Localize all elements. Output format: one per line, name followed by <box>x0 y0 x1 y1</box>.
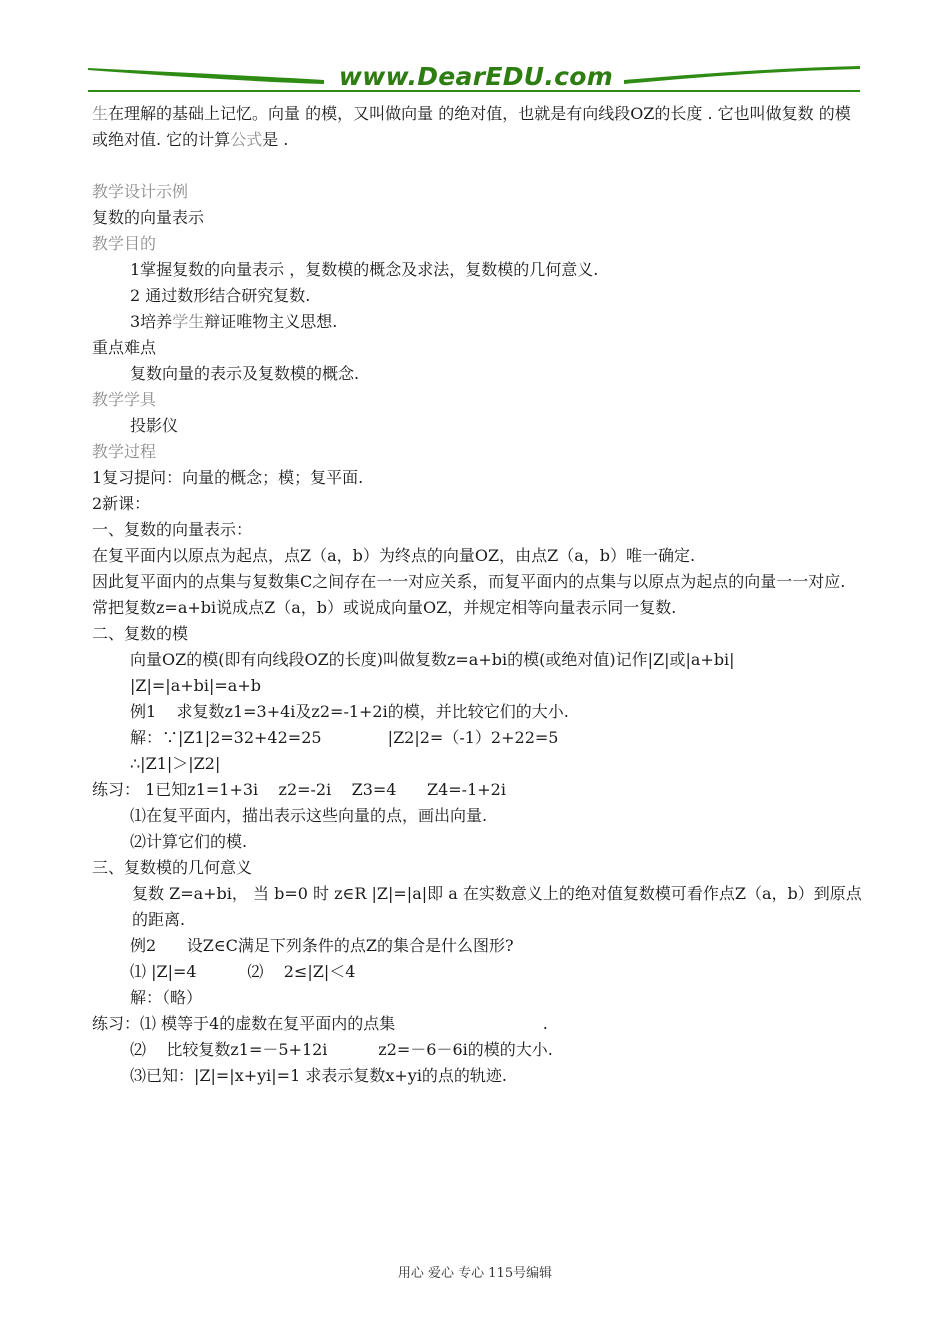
process-new: 2新课： <box>92 494 151 513</box>
goal-item-1: 1掌握复数的向量表示 ，复数模的概念及求法，复数模的几何意义. <box>130 260 599 279</box>
intro-text: 在理解的基础上记忆。向量 的模，又叫做向量 的绝对值，也就是有向线段OZ的长度 . 它也叫做复数 的模或绝对值. 它的计算 <box>92 104 851 149</box>
process-review: 1复习提问：向量的概念；模；复平面. <box>92 468 364 487</box>
goal-item-3: 3培养学生辩证唯物主义思想. <box>130 312 338 331</box>
part1-title: 一、复数的向量表示： <box>92 520 253 539</box>
main-content <box>92 101 864 1089</box>
part2-title: 二、复数的模 <box>92 624 189 643</box>
example-1-solution: 解：∵|Z1|2=32+42=25 |Z2|2=（-1）2+22=5 <box>130 728 559 747</box>
example-2-items: ⑴ |Z|=4 ⑵ 2≤|Z|＜4 <box>130 962 356 981</box>
lesson-title: 复数的向量表示 <box>92 208 205 227</box>
part2-p1: 向量OZ的模(即有向线段OZ的长度)叫做复数z=a+bi的模(或绝对值)记作|Z|或|a+bi| <box>130 650 735 669</box>
goals-heading: 教学目的 <box>92 234 157 253</box>
goal-item-2: 2 通过数形结合研究复数. <box>130 286 311 305</box>
page-footer: 用心 爱心 专心 115号编辑 <box>397 1266 553 1281</box>
tools-heading: 教学学具 <box>92 390 157 409</box>
tools-text: 投影仪 <box>130 416 179 435</box>
intro-paragraph <box>92 101 864 153</box>
process-heading: 教学过程 <box>92 442 157 461</box>
practice-1-b: ⑵计算它们的模. <box>130 832 248 851</box>
part1-p2: 因此复平面内的点集与复数集C之间存在一一对应关系，而复平面内的点集与以原点为起点的向量一一对应. <box>92 572 846 591</box>
intro-gray-start: 生 <box>92 104 109 123</box>
section-title: 教学设计示例 <box>92 182 189 201</box>
practice-2-c: ⑶已知：|Z|=|x+yi|=1 求表示复数x+yi的点的轨迹. <box>130 1066 508 1085</box>
site-logo-text: www.DearEDU.com <box>338 62 614 91</box>
keypoints-heading: 重点难点 <box>92 338 157 357</box>
practice-1-a: ⑴在复平面内，描出表示这些向量的点，画出向量. <box>130 806 488 825</box>
part1-p1: 在复平面内以原点为起点，点Z（a，b）为终点的向量OZ，由点Z（a，b）唯一确定. <box>92 546 696 565</box>
practice-2-a: 练习：⑴ 模等于4的虚数在复平面内的点集 . <box>92 1014 548 1033</box>
part3-title: 三、复数模的几何意义 <box>92 858 253 877</box>
example-2: 例2 设Z∈C满足下列条件的点Z的集合是什么图形? <box>130 936 514 955</box>
practice-2-b: ⑵ 比较复数z1=－5+12i z2=－6－6i的模的大小. <box>130 1040 553 1059</box>
intro-gray-formula: 公式 <box>230 130 263 149</box>
example-2-solution: 解：（略） <box>130 988 203 1007</box>
header-banner <box>88 60 860 100</box>
part1-p3: 常把复数z=a+bi说成点Z（a，b）或说成向量OZ，并规定相等向量表示同一复数. <box>92 598 677 617</box>
practice-1: 练习： 1已知z1=1+3i z2=-2i Z3=4 Z4=-1+2i <box>92 780 506 799</box>
part2-formula: |Z|=|a+bi|=a+b <box>130 676 261 695</box>
keypoints-text: 复数向量的表示及复数模的概念. <box>130 364 360 383</box>
example-1-conclusion: ∴|Z1|＞|Z2| <box>130 754 221 773</box>
part3-p1: 复数 Z=a+bi， 当 b=0 时 z∈R |Z|=|a|即 a 在实数意义上的绝对值复数模可看作点Z（a，b）到原点的距离. <box>132 884 862 929</box>
example-1: 例1 求复数z1=3+4i及z2=-1+2i的模，并比较它们的大小. <box>130 702 569 721</box>
intro-text-end: 是 . <box>262 130 289 149</box>
